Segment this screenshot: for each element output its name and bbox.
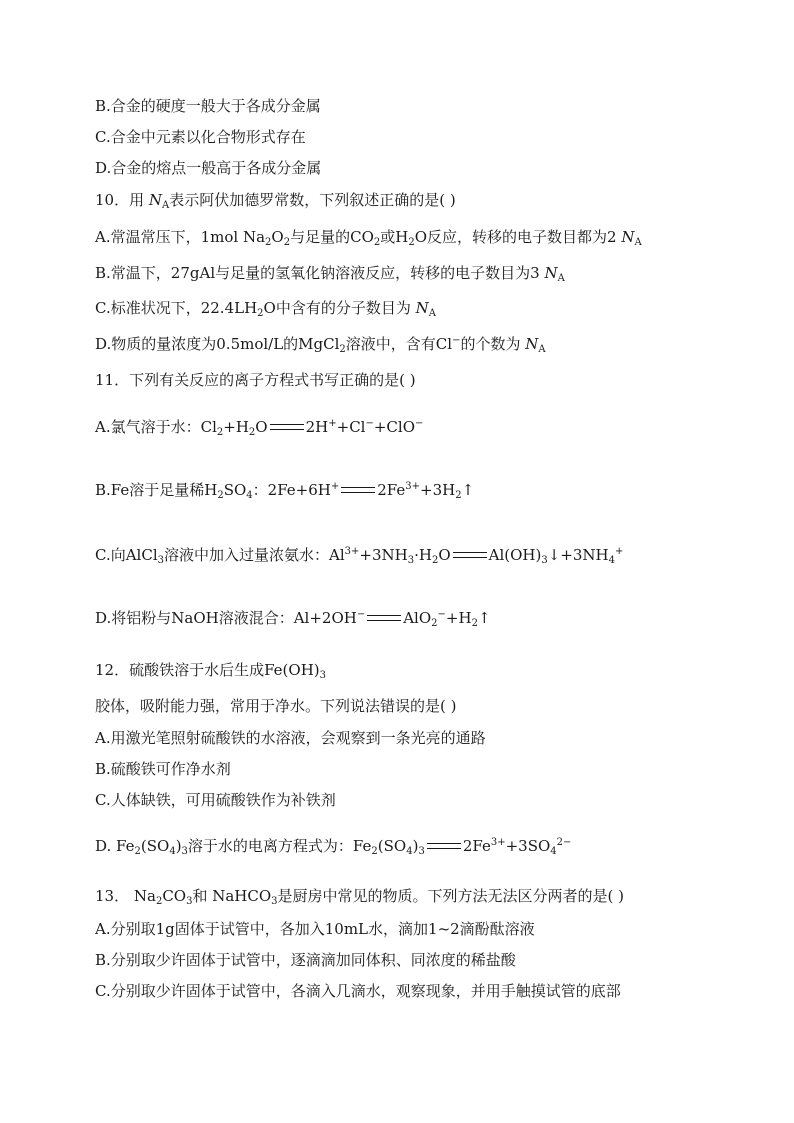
q10-stem: 10．用 $N_A$表示阿伏加德罗常数，下列叙述正确的是( )	[95, 191, 456, 211]
q12-option-b: B.硫酸铁可作净水剂	[95, 760, 231, 778]
q10-option-a: A.常温常压下，1mol $Na_2O_2$与足量的$CO_2$或$H_2O$反应，转移的电子数目都为2 $N_A$	[95, 228, 642, 248]
q12-option-c: C.人体缺铁，可用硫酸铁作为补铁剂	[95, 791, 336, 809]
q9-option-c: C.合金中元素以化合物形式存在	[95, 128, 306, 146]
q10-option-d: D.物质的量浓度为0.5mol/L的MgCl$_2$溶液中，含有Cl−的个数为 $N_A$	[95, 335, 546, 355]
q12-option-d: D. $Fe_2(SO_4)_3$溶于水的电离方程式为：$Fe_2(SO_4)_3$ $2Fe^{3+}+3SO_4^{2-}$	[95, 837, 572, 857]
q11-option-c: C.向AlCl$_3$溶液中加入过量浓氨水：$Al^{3+}+3NH_3\cdot H_2O$ $Al(OH)_3↓+3NH_4^+$	[95, 546, 624, 566]
q13-option-a: A.分别取1g固体于试管中，各加入10mL水，滴加1~2滴酚酞溶液	[95, 920, 535, 938]
q13-option-b: B.分别取少许固体于试管中，逐滴滴加同体积、同浓度的稀盐酸	[95, 951, 516, 969]
equals-sign	[339, 480, 377, 500]
equals-sign	[268, 417, 306, 437]
q11-stem: 11．下列有关反应的离子方程式书写正确的是( )	[95, 371, 416, 389]
q12-stem-line2: 胶体，吸附能力强，常用于净水。下列说法错误的是( )	[95, 697, 457, 715]
equals-sign	[425, 836, 463, 856]
q12-option-a: A.用激光笔照射硫酸铁的水溶液，会观察到一条光亮的通路	[95, 729, 486, 747]
q9-option-d: D.合金的熔点一般高于各成分金属	[95, 159, 322, 177]
q11-option-b: B.Fe溶于足量稀$H_2SO_4$：2Fe+6H+ $2Fe^{3+}+3H_2↑$	[95, 481, 475, 501]
q10-option-b: B.常温下，27gAl与足量的氢氧化钠溶液反应，转移的电子数目为3 $N_A$	[95, 264, 565, 284]
q12-stem-line1: 12．硫酸铁溶于水后生成$Fe(OH)_3$	[95, 661, 327, 681]
equals-sign	[365, 608, 403, 628]
q11-option-a: A.氯气溶于水：$Cl_2+H_2O$ 2H++Cl−+ClO−	[95, 418, 424, 438]
q13-option-c: C.分别取少许固体于试管中，各滴入几滴水，观察现象，并用手触摸试管的底部	[95, 982, 621, 1000]
equals-sign	[451, 545, 489, 565]
q10-option-c: C.标准状况下，$22.4LH_2O$中含有的分子数目为 $N_A$	[95, 299, 436, 319]
q9-option-b: B.合金的硬度一般大于各成分金属	[95, 97, 321, 115]
q11-option-d: D.将铝粉与NaOH溶液混合：Al+2OH− $AlO_2^-+H_2↑$	[95, 609, 491, 629]
q13-stem: 13． $Na_2CO_3$和 NaHCO$_3$是厨房中常见的物质。下列方法无法区分两者的是( )	[95, 887, 625, 907]
